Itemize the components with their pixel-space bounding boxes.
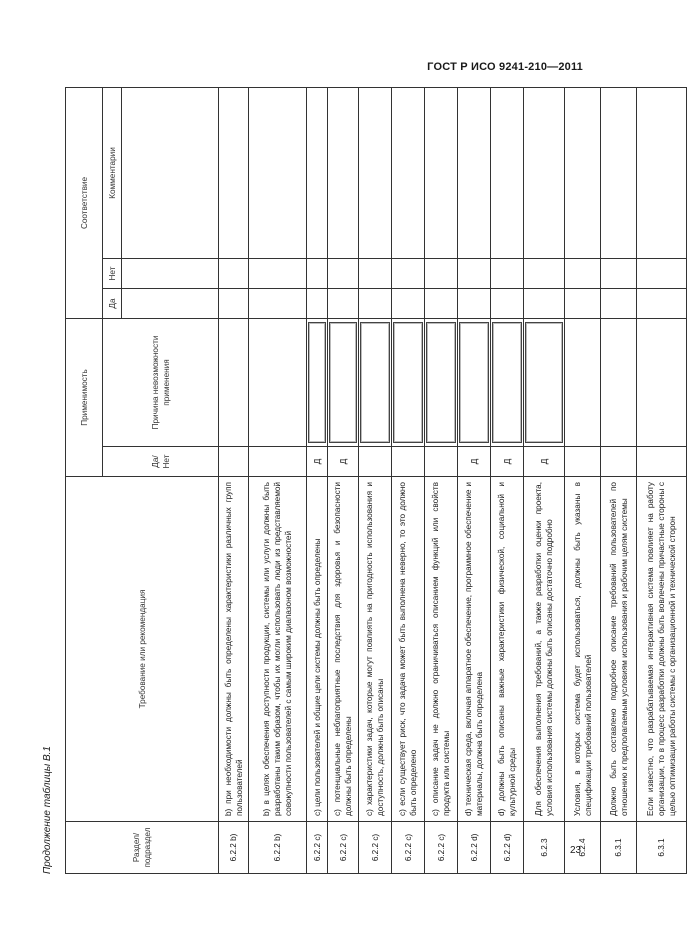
reason-box <box>525 322 563 443</box>
conform-no-cell <box>601 259 637 289</box>
table-row <box>328 87 359 873</box>
table-row <box>524 87 565 873</box>
requirement-cell: Для обеспечения выполнения требований, а также разработки оценки проекта, условия использования системы должны быть описаны достаточно подробно <box>524 477 565 822</box>
conform-no-cell <box>458 259 491 289</box>
section-cell: 6.2.2 d) <box>458 822 491 874</box>
yes-no-cell: Д <box>328 447 359 477</box>
no-header: Нет <box>103 259 122 289</box>
requirement-cell: b) в целях обеспечения доступности продукции, системы или услуги должны быть разработаны таким образом, чтобы их могли использовать люди из представляемой совокупности пользователей с самым широким диапазоном возможностей <box>249 477 307 822</box>
reason-box <box>360 322 390 443</box>
section-cell: 6.2.2 c) <box>328 822 359 874</box>
conform-no-cell <box>307 259 328 289</box>
comments-cell <box>425 87 458 258</box>
conform-yes-cell <box>637 289 687 319</box>
reason-cell <box>307 319 328 447</box>
conform-no-cell <box>359 259 392 289</box>
comments-cell <box>637 87 687 258</box>
section-cell: 6.3.1 <box>601 822 637 874</box>
reason-cell <box>392 319 425 447</box>
reason-cell <box>637 319 687 447</box>
yes-no-cell <box>392 447 425 477</box>
conform-no-cell <box>524 259 565 289</box>
conform-yes-cell <box>425 289 458 319</box>
table-row <box>601 87 637 873</box>
yes-no-cell <box>249 447 307 477</box>
table-row <box>249 87 307 873</box>
requirement-cell: c) описание задач не должно ограничиваться описанием функций или свойств продукта или системы <box>425 477 458 822</box>
no-header-spacer <box>122 259 219 289</box>
reason-cell <box>524 319 565 447</box>
reason-cell <box>359 319 392 447</box>
section-cell: 6.2.4 <box>565 822 601 874</box>
requirement-header: Требование или рекомендация <box>66 477 219 822</box>
conform-yes-cell <box>601 289 637 319</box>
conform-yes-cell <box>392 289 425 319</box>
applicability-header: Применимость <box>66 319 103 477</box>
yes-no-cell <box>637 447 687 477</box>
yes-no-cell <box>425 447 458 477</box>
section-cell: 6.2.2 c) <box>307 822 328 874</box>
comments-cell <box>328 87 359 258</box>
reason-cell <box>219 319 249 447</box>
comments-cell <box>219 87 249 258</box>
conform-yes-cell <box>249 289 307 319</box>
requirement-cell: Должно быть составлено подробное описание требований пользователей по отношению к предполагаемым условиям использования и рабочим целям системы <box>601 477 637 822</box>
reason-box <box>393 322 423 443</box>
conform-no-cell <box>249 259 307 289</box>
conformance-header: Соответствие <box>66 87 103 318</box>
conform-no-cell <box>491 259 524 289</box>
section-cell: 6.2.2 d) <box>491 822 524 874</box>
reason-cell <box>601 319 637 447</box>
yes-no-header: Да/Нет <box>103 447 219 477</box>
yes-no-cell: Д <box>491 447 524 477</box>
reason-box <box>329 322 357 443</box>
yes-header: Да <box>103 289 122 319</box>
requirement-cell: d) должны быть описаны важные характеристики физической, социальной и культурной среды <box>491 477 524 822</box>
table-row <box>458 87 491 873</box>
requirement-cell: Условия, в которых система будет использоваться, должны быть указаны в спецификации требований пользователей <box>565 477 601 822</box>
conform-yes-cell <box>565 289 601 319</box>
reason-cell <box>425 319 458 447</box>
conform-yes-cell <box>458 289 491 319</box>
table-row <box>425 87 458 873</box>
reason-box <box>308 322 326 443</box>
reason-cell <box>458 319 491 447</box>
section-cell: 6.3.1 <box>637 822 687 874</box>
section-cell: 6.2.2 c) <box>425 822 458 874</box>
table-row <box>392 87 425 873</box>
comments-cell <box>249 87 307 258</box>
conform-no-cell <box>328 259 359 289</box>
comments-cell <box>458 87 491 258</box>
reason-box <box>492 322 522 443</box>
yes-no-cell: Д <box>307 447 328 477</box>
conform-yes-cell <box>524 289 565 319</box>
yes-no-cell <box>601 447 637 477</box>
comments-cell <box>491 87 524 258</box>
requirement-cell: c) характеристики задач, которые могут повлиять на пригодность использования и доступность, должны быть описаны <box>359 477 392 822</box>
table-row <box>219 87 249 873</box>
conform-no-cell <box>565 259 601 289</box>
reason-cell <box>491 319 524 447</box>
conform-no-cell <box>219 259 249 289</box>
conform-yes-cell <box>219 289 249 319</box>
conform-no-cell <box>392 259 425 289</box>
rotated-table-sheet <box>42 88 677 874</box>
conform-yes-cell <box>359 289 392 319</box>
comments-cell <box>601 87 637 258</box>
comments-header: Комментарии <box>103 87 122 258</box>
conform-yes-cell <box>307 289 328 319</box>
comments-cell <box>307 87 328 258</box>
yes-header-spacer <box>122 289 219 319</box>
yes-no-cell <box>565 447 601 477</box>
table-row <box>637 87 687 873</box>
table-row <box>359 87 392 873</box>
yes-no-cell: Д <box>458 447 491 477</box>
page-number: 23 <box>570 845 582 856</box>
requirements-table <box>65 87 687 874</box>
yes-no-cell <box>219 447 249 477</box>
requirement-cell: c) потенциальные неблагоприятные последствия для здоровья и безопасности должны быть определены <box>328 477 359 822</box>
conform-no-cell <box>637 259 687 289</box>
reason-header: Причина невозможности применения <box>103 319 219 447</box>
section-cell: 6.2.2 c) <box>392 822 425 874</box>
reason-box <box>426 322 456 443</box>
table-row <box>307 87 328 873</box>
conform-yes-cell <box>328 289 359 319</box>
requirement-cell: c) цели пользователей и общие цели системы должны быть определены <box>307 477 328 822</box>
requirement-cell: b) при необходимости должны быть определены характеристики различных групп пользователей <box>219 477 249 822</box>
table-row <box>491 87 524 873</box>
yes-no-cell: Д <box>524 447 565 477</box>
requirement-cell: Если известно, что разрабатываемая интерактивная система повлияет на работу организации, то в процесс разработки должны быть вовлечены причастные стороны с целью оптимизации работы системы с организационной и технической сторон <box>637 477 687 822</box>
reason-cell <box>565 319 601 447</box>
section-cell: 6.2.2 b) <box>219 822 249 874</box>
section-cell: 6.2.2 b) <box>249 822 307 874</box>
requirement-cell: d) техническая среда, включая аппаратное обеспечение, программное обеспечение и материалы, должна быть определена <box>458 477 491 822</box>
conform-no-cell <box>425 259 458 289</box>
section-cell: 6.2.3 <box>524 822 565 874</box>
comments-header-spacer <box>122 87 219 258</box>
continuation-label: Продолжение таблицы В.1 <box>42 746 53 874</box>
yes-no-cell <box>359 447 392 477</box>
requirement-cell: c) если существует риск, что задача может быть выполнена неверно, то это должно быть определено <box>392 477 425 822</box>
comments-cell <box>524 87 565 258</box>
section-header: Раздел/ подраздел <box>66 822 219 874</box>
comments-cell <box>392 87 425 258</box>
standard-code: ГОСТ Р ИСО 9241-210—2011 <box>427 61 583 73</box>
section-cell: 6.2.2 c) <box>359 822 392 874</box>
reason-box <box>459 322 489 443</box>
comments-cell <box>359 87 392 258</box>
reason-cell <box>328 319 359 447</box>
comments-cell <box>565 87 601 258</box>
table-row <box>565 87 601 873</box>
reason-cell <box>249 319 307 447</box>
conform-yes-cell <box>491 289 524 319</box>
